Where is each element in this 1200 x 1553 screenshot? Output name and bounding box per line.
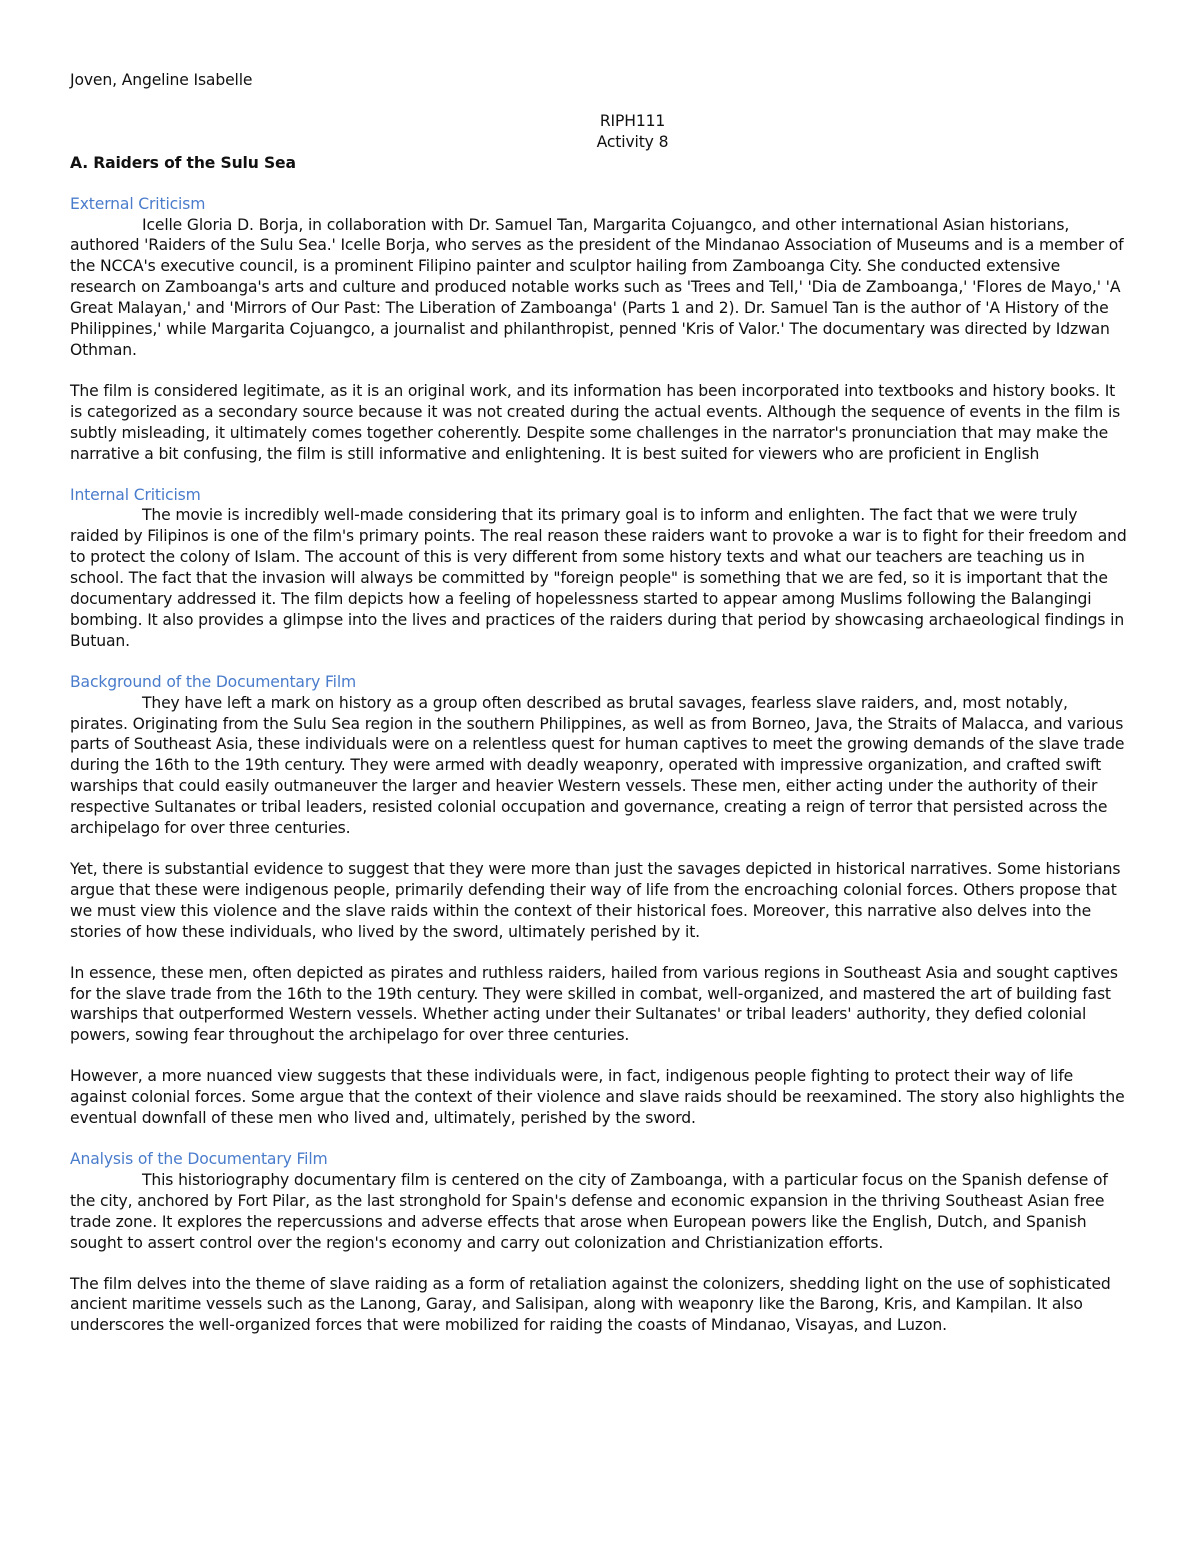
analysis-heading: Analysis of the Documentary Film <box>70 1149 328 1168</box>
background-paragraph-4: However, a more nuanced view suggests that these individuals were, in fact, indigenous people fighting to protect their way of life against colonial forces. Some argue that the context of their violence and slave raids should be reexamined. The story also highlights the eventual downfall of these men who lived and, ultimately, perished by the sword. <box>70 1067 1125 1128</box>
internal-criticism-paragraph-1: The movie is incredibly well-made considering that its primary goal is to inform and enlighten. The fact that we were truly raided by Filipinos is one of the film's primary points. The real reason these raiders want to provoke a war is to fight for their freedom and to protect the colony of Islam. The account of this is very different from some history texts and what our teachers are teaching us in school. The fact that the invasion will always be committed by "foreign people" is something that we are fed, so it is important that the documentary addressed it. The film depicts how a feeling of hopelessness started to appear among Muslims following the Balangingi bombing. It also provides a glimpse into the lives and practices of the raiders during that period by showcasing archaeological findings in Butuan. <box>70 506 1127 650</box>
activity-label: Activity 8 <box>596 132 669 151</box>
document-page <box>70 70 1130 1336</box>
background-paragraph-3: In essence, these men, often depicted as pirates and ruthless raiders, hailed from various regions in Southeast Asia and sought captives for the slave trade from the 16th to the 19th century. They were skilled in combat, well-organized, and mastered the art of building fast warships that outperformed Western vessels. Whether acting under their Sultanates' or tribal leaders' authority, they defied colonial powers, sowing fear throughout the archipelago for over three centuries. <box>70 963 1118 1045</box>
author-name: Joven, Angeline Isabelle <box>70 71 253 89</box>
analysis-paragraph-1: This historiography documentary film is centered on the city of Zamboanga, with a particular focus on the Spanish defense of the city, anchored by Fort Pilar, as the last stronghold for Spain's defense and economic expansion in the thriving Southeast Asian free trade zone. It explores the repercussions and adverse effects that arose when European powers like the English, Dutch, and Spanish sought to assert control over the region's economy and carry out colonization and Christianization efforts. <box>70 1170 1108 1252</box>
external-criticism-paragraph-2: The film is considered legitimate, as it is an original work, and its information has been incorporated into textbooks and history books. It is categorized as a secondary source because it was not created during the actual events. Although the sequence of events in the film is subtly misleading, it ultimately comes together coherently. Despite some challenges in the narrator's pronunciation that may make the narrative a bit confusing, the film is still informative and enlightening. It is best suited for viewers who are proficient in English <box>70 381 1121 463</box>
analysis-paragraph-2: The film delves into the theme of slave raiding as a form of retaliation against the colonizers, shedding light on the use of sophisticated ancient maritime vessels such as the Lanong, Garay, and Salisipan, along with weaponry like the Barong, Kris, and Kampilan. It also underscores the well-organized forces that were mobilized for raiding the coasts of Mindanao, Visayas, and Luzon. <box>70 1274 1111 1335</box>
document-title: A. Raiders of the Sulu Sea <box>70 153 296 172</box>
background-heading: Background of the Documentary Film <box>70 672 357 691</box>
external-criticism-heading: External Criticism <box>70 194 206 213</box>
background-paragraph-1: They have left a mark on history as a group often described as brutal savages, fearless slave raiders, and, most notably, pirates. Originating from the Sulu Sea region in the southern Philippines, as well as from Borneo, Java, the Straits of Malacca, and various parts of Southeast Asia, these individuals were on a relentless quest for human captives to meet the growing demands of the slave trade during the 16th to the 19th century. They were armed with deadly weaponry, operated with impressive organization, and crafted swift warships that could easily outmaneuver the larger and heavier Western vessels. These men, either acting under the authority of their respective Sultanates or tribal leaders, resisted colonial occupation and governance, creating a reign of terror that persisted across the archipelago for over three centuries. <box>70 693 1125 838</box>
course-code: RIPH111 <box>599 111 666 130</box>
internal-criticism-heading: Internal Criticism <box>70 485 201 504</box>
background-paragraph-2: Yet, there is substantial evidence to suggest that they were more than just the savages depicted in historical narratives. Some historians argue that these were indigenous people, primarily defending their way of life from the encroaching colonial forces. Others propose that we must view this violence and the slave raids within the context of their historical foes. Moreover, this narrative also delves into the stories of how these individuals, who lived by the sword, ultimately perished by it. <box>70 860 1121 941</box>
external-criticism-paragraph-1: Icelle Gloria D. Borja, in collaboration with Dr. Samuel Tan, Margarita Cojuangco, and other international Asian historians, authored 'Raiders of the Sulu Sea.' Icelle Borja, who serves as the president of the Mindanao Association of Museums and is a member of the NCCA's executive council, is a prominent Filipino painter and sculptor hailing from Zamboanga City. She conducted extensive research on Zamboanga's arts and culture and produced notable works such as 'Trees and Tell,' 'Dia de Zamboanga,' 'Flores de Mayo,' 'A Great Malayan,' and 'Mirrors of Our Past: The Liberation of Zamboanga' (Parts 1 and 2). Dr. Samuel Tan is the author of 'A History of the Philippines,' while Margarita Cojuangco, a journalist and philanthropist, penned 'Kris of Valor.' The documentary was directed by Idzwan Othman. <box>70 215 1124 359</box>
